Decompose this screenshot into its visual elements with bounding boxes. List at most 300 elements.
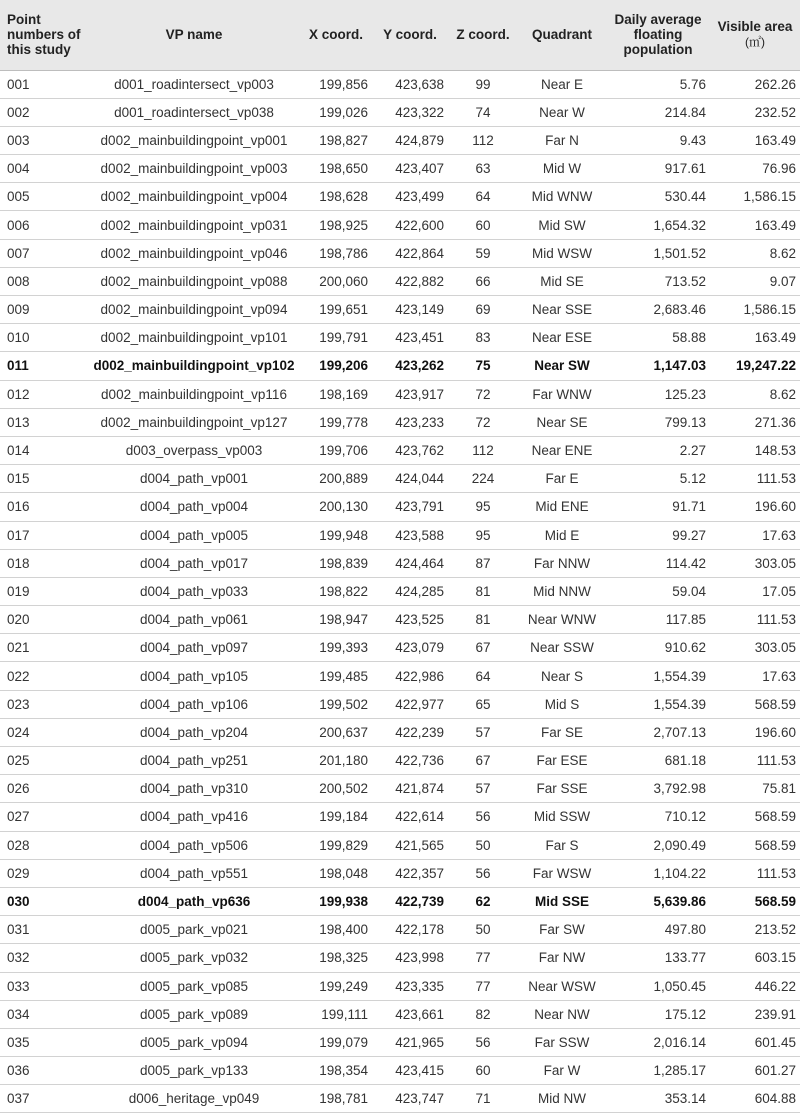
cell-point-number: 003 [0, 126, 88, 154]
table-row [0, 1085, 800, 1113]
table-row [0, 211, 800, 239]
table-row [0, 718, 800, 746]
cell-y-coord: 423,998 [372, 944, 448, 972]
cell-x-coord: 200,130 [300, 493, 372, 521]
cell-quadrant: Mid W [518, 155, 606, 183]
cell-population: 530.44 [606, 183, 710, 211]
cell-population: 2,016.14 [606, 1028, 710, 1056]
cell-vp-name: d002_mainbuildingpoint_vp003 [88, 155, 300, 183]
header-z: Z coord. [448, 0, 518, 70]
cell-y-coord: 422,986 [372, 662, 448, 690]
header-vp-name: VP name [88, 0, 300, 70]
cell-z-coord: 81 [448, 606, 518, 634]
table-header [0, 0, 800, 70]
cell-quadrant: Far W [518, 1057, 606, 1085]
cell-population: 1,554.39 [606, 662, 710, 690]
table-row [0, 126, 800, 154]
cell-point-number: 029 [0, 859, 88, 887]
table-row [0, 803, 800, 831]
cell-quadrant: Near SSW [518, 634, 606, 662]
cell-y-coord: 423,499 [372, 183, 448, 211]
cell-point-number: 002 [0, 98, 88, 126]
cell-point-number: 027 [0, 803, 88, 831]
table-row [0, 239, 800, 267]
cell-x-coord: 199,393 [300, 634, 372, 662]
cell-y-coord: 423,335 [372, 972, 448, 1000]
cell-point-number: 012 [0, 380, 88, 408]
table-row [0, 465, 800, 493]
cell-visible-area: 262.26 [710, 70, 800, 98]
table-row [0, 493, 800, 521]
cell-vp-name: d002_mainbuildingpoint_vp031 [88, 211, 300, 239]
cell-visible-area: 17.63 [710, 662, 800, 690]
cell-visible-area: 111.53 [710, 859, 800, 887]
cell-z-coord: 56 [448, 1028, 518, 1056]
cell-population: 9.43 [606, 126, 710, 154]
cell-quadrant: Mid SSW [518, 803, 606, 831]
table-row [0, 916, 800, 944]
cell-z-coord: 112 [448, 436, 518, 464]
cell-population: 799.13 [606, 408, 710, 436]
cell-point-number: 032 [0, 944, 88, 972]
cell-population: 117.85 [606, 606, 710, 634]
cell-population: 353.14 [606, 1085, 710, 1113]
cell-population: 681.18 [606, 747, 710, 775]
cell-y-coord: 423,747 [372, 1085, 448, 1113]
cell-x-coord: 198,786 [300, 239, 372, 267]
cell-population: 5.76 [606, 70, 710, 98]
table-row [0, 380, 800, 408]
cell-x-coord: 198,827 [300, 126, 372, 154]
cell-quadrant: Mid ENE [518, 493, 606, 521]
cell-point-number: 037 [0, 1085, 88, 1113]
cell-point-number: 014 [0, 436, 88, 464]
cell-y-coord: 424,879 [372, 126, 448, 154]
cell-y-coord: 422,614 [372, 803, 448, 831]
cell-population: 1,104.22 [606, 859, 710, 887]
cell-population: 1,554.39 [606, 690, 710, 718]
cell-point-number: 035 [0, 1028, 88, 1056]
cell-point-number: 007 [0, 239, 88, 267]
table-row [0, 634, 800, 662]
cell-point-number: 019 [0, 577, 88, 605]
cell-x-coord: 198,822 [300, 577, 372, 605]
cell-vp-name: d003_overpass_vp003 [88, 436, 300, 464]
cell-y-coord: 424,285 [372, 577, 448, 605]
cell-z-coord: 65 [448, 690, 518, 718]
cell-point-number: 034 [0, 1000, 88, 1028]
cell-y-coord: 423,762 [372, 436, 448, 464]
cell-visible-area: 196.60 [710, 718, 800, 746]
cell-y-coord: 423,525 [372, 606, 448, 634]
cell-z-coord: 59 [448, 239, 518, 267]
table-row [0, 606, 800, 634]
cell-point-number: 025 [0, 747, 88, 775]
cell-visible-area: 213.52 [710, 916, 800, 944]
cell-quadrant: Far N [518, 126, 606, 154]
cell-z-coord: 50 [448, 916, 518, 944]
cell-quadrant: Near E [518, 70, 606, 98]
cell-vp-name: d001_roadintersect_vp003 [88, 70, 300, 98]
cell-z-coord: 95 [448, 521, 518, 549]
table-row [0, 1057, 800, 1085]
cell-visible-area: 196.60 [710, 493, 800, 521]
cell-vp-name: d004_path_vp061 [88, 606, 300, 634]
cell-visible-area: 111.53 [710, 465, 800, 493]
cell-x-coord: 198,925 [300, 211, 372, 239]
cell-z-coord: 57 [448, 775, 518, 803]
cell-point-number: 018 [0, 549, 88, 577]
cell-point-number: 001 [0, 70, 88, 98]
cell-quadrant: Near ESE [518, 324, 606, 352]
table-row [0, 944, 800, 972]
cell-z-coord: 60 [448, 211, 518, 239]
cell-vp-name: d001_roadintersect_vp038 [88, 98, 300, 126]
cell-y-coord: 423,638 [372, 70, 448, 98]
cell-y-coord: 422,977 [372, 690, 448, 718]
cell-z-coord: 69 [448, 296, 518, 324]
cell-vp-name: d004_path_vp506 [88, 831, 300, 859]
cell-quadrant: Near S [518, 662, 606, 690]
cell-y-coord: 423,322 [372, 98, 448, 126]
cell-point-number: 004 [0, 155, 88, 183]
cell-visible-area: 163.49 [710, 324, 800, 352]
table-row [0, 775, 800, 803]
cell-quadrant: Far SW [518, 916, 606, 944]
cell-vp-name: d002_mainbuildingpoint_vp102 [88, 352, 300, 380]
table-row [0, 352, 800, 380]
cell-z-coord: 56 [448, 859, 518, 887]
header-row [0, 0, 800, 70]
cell-y-coord: 423,917 [372, 380, 448, 408]
cell-y-coord: 421,965 [372, 1028, 448, 1056]
cell-x-coord: 199,948 [300, 521, 372, 549]
cell-x-coord: 198,048 [300, 859, 372, 887]
cell-vp-name: d004_path_vp251 [88, 747, 300, 775]
cell-population: 59.04 [606, 577, 710, 605]
cell-vp-name: d004_path_vp033 [88, 577, 300, 605]
cell-y-coord: 422,178 [372, 916, 448, 944]
cell-population: 2.27 [606, 436, 710, 464]
cell-visible-area: 111.53 [710, 606, 800, 634]
table-row [0, 324, 800, 352]
cell-x-coord: 199,184 [300, 803, 372, 831]
table-row [0, 887, 800, 915]
cell-x-coord: 200,060 [300, 267, 372, 295]
cell-point-number: 023 [0, 690, 88, 718]
cell-y-coord: 423,262 [372, 352, 448, 380]
cell-population: 5.12 [606, 465, 710, 493]
cell-population: 114.42 [606, 549, 710, 577]
table-row [0, 155, 800, 183]
cell-x-coord: 201,180 [300, 747, 372, 775]
cell-visible-area: 1,586.15 [710, 296, 800, 324]
cell-point-number: 011 [0, 352, 88, 380]
cell-quadrant: Far NW [518, 944, 606, 972]
cell-y-coord: 423,415 [372, 1057, 448, 1085]
cell-visible-area: 303.05 [710, 549, 800, 577]
table-row [0, 549, 800, 577]
cell-z-coord: 62 [448, 887, 518, 915]
cell-population: 497.80 [606, 916, 710, 944]
cell-population: 2,683.46 [606, 296, 710, 324]
cell-z-coord: 72 [448, 408, 518, 436]
cell-y-coord: 423,661 [372, 1000, 448, 1028]
cell-quadrant: Mid WSW [518, 239, 606, 267]
cell-visible-area: 8.62 [710, 380, 800, 408]
cell-z-coord: 50 [448, 831, 518, 859]
cell-x-coord: 200,637 [300, 718, 372, 746]
cell-y-coord: 423,451 [372, 324, 448, 352]
cell-x-coord: 200,502 [300, 775, 372, 803]
cell-point-number: 006 [0, 211, 88, 239]
cell-x-coord: 199,206 [300, 352, 372, 380]
table-body [0, 70, 800, 1113]
cell-z-coord: 87 [448, 549, 518, 577]
cell-z-coord: 77 [448, 944, 518, 972]
cell-population: 133.77 [606, 944, 710, 972]
cell-z-coord: 63 [448, 155, 518, 183]
table-row [0, 662, 800, 690]
cell-z-coord: 66 [448, 267, 518, 295]
cell-x-coord: 198,947 [300, 606, 372, 634]
cell-z-coord: 71 [448, 1085, 518, 1113]
cell-z-coord: 56 [448, 803, 518, 831]
header-y: Y coord. [372, 0, 448, 70]
cell-vp-name: d002_mainbuildingpoint_vp001 [88, 126, 300, 154]
cell-visible-area: 9.07 [710, 267, 800, 295]
cell-vp-name: d004_path_vp416 [88, 803, 300, 831]
table-row [0, 859, 800, 887]
cell-population: 917.61 [606, 155, 710, 183]
table-row [0, 267, 800, 295]
cell-quadrant: Near SE [518, 408, 606, 436]
cell-quadrant: Near W [518, 98, 606, 126]
cell-point-number: 009 [0, 296, 88, 324]
cell-vp-name: d005_park_vp032 [88, 944, 300, 972]
cell-quadrant: Mid NNW [518, 577, 606, 605]
header-quadrant: Quadrant [518, 0, 606, 70]
cell-visible-area: 111.53 [710, 747, 800, 775]
cell-z-coord: 64 [448, 662, 518, 690]
cell-population: 713.52 [606, 267, 710, 295]
cell-population: 125.23 [606, 380, 710, 408]
cell-x-coord: 198,169 [300, 380, 372, 408]
table-row [0, 690, 800, 718]
cell-point-number: 024 [0, 718, 88, 746]
cell-population: 1,501.52 [606, 239, 710, 267]
cell-vp-name: d002_mainbuildingpoint_vp088 [88, 267, 300, 295]
cell-visible-area: 446.22 [710, 972, 800, 1000]
cell-population: 5,639.86 [606, 887, 710, 915]
cell-visible-area: 568.59 [710, 887, 800, 915]
cell-x-coord: 199,502 [300, 690, 372, 718]
cell-vp-name: d004_path_vp005 [88, 521, 300, 549]
header-visible-area [710, 0, 800, 70]
cell-y-coord: 422,736 [372, 747, 448, 775]
cell-visible-area: 76.96 [710, 155, 800, 183]
table-row [0, 183, 800, 211]
cell-population: 710.12 [606, 803, 710, 831]
cell-quadrant: Far NNW [518, 549, 606, 577]
cell-x-coord: 198,839 [300, 549, 372, 577]
cell-population: 91.71 [606, 493, 710, 521]
cell-x-coord: 199,938 [300, 887, 372, 915]
cell-z-coord: 57 [448, 718, 518, 746]
cell-z-coord: 224 [448, 465, 518, 493]
cell-vp-name: d004_path_vp105 [88, 662, 300, 690]
table-row [0, 408, 800, 436]
cell-visible-area: 148.53 [710, 436, 800, 464]
cell-x-coord: 199,079 [300, 1028, 372, 1056]
cell-point-number: 016 [0, 493, 88, 521]
cell-population: 910.62 [606, 634, 710, 662]
cell-x-coord: 198,354 [300, 1057, 372, 1085]
cell-x-coord: 198,628 [300, 183, 372, 211]
cell-vp-name: d004_path_vp004 [88, 493, 300, 521]
cell-quadrant: Mid S [518, 690, 606, 718]
cell-quadrant: Far E [518, 465, 606, 493]
cell-vp-name: d004_path_vp310 [88, 775, 300, 803]
cell-quadrant: Mid SW [518, 211, 606, 239]
cell-vp-name: d002_mainbuildingpoint_vp004 [88, 183, 300, 211]
cell-quadrant: Mid WNW [518, 183, 606, 211]
cell-population: 2,707.13 [606, 718, 710, 746]
cell-visible-area: 75.81 [710, 775, 800, 803]
cell-point-number: 015 [0, 465, 88, 493]
cell-visible-area: 19,247.22 [710, 352, 800, 380]
table-row [0, 296, 800, 324]
cell-population: 1,147.03 [606, 352, 710, 380]
table-row [0, 70, 800, 98]
cell-y-coord: 422,739 [372, 887, 448, 915]
cell-vp-name: d005_park_vp021 [88, 916, 300, 944]
cell-vp-name: d004_path_vp204 [88, 718, 300, 746]
cell-vp-name: d002_mainbuildingpoint_vp094 [88, 296, 300, 324]
cell-y-coord: 424,464 [372, 549, 448, 577]
cell-x-coord: 199,249 [300, 972, 372, 1000]
cell-quadrant: Far SE [518, 718, 606, 746]
header-x: X coord. [300, 0, 372, 70]
cell-y-coord: 423,407 [372, 155, 448, 183]
cell-quadrant: Far ESE [518, 747, 606, 775]
cell-z-coord: 60 [448, 1057, 518, 1085]
cell-visible-area: 1,586.15 [710, 183, 800, 211]
cell-visible-area: 601.45 [710, 1028, 800, 1056]
cell-y-coord: 422,357 [372, 859, 448, 887]
table-row [0, 98, 800, 126]
cell-vp-name: d005_park_vp089 [88, 1000, 300, 1028]
cell-quadrant: Far WNW [518, 380, 606, 408]
cell-quadrant: Near SW [518, 352, 606, 380]
table-row [0, 747, 800, 775]
cell-z-coord: 75 [448, 352, 518, 380]
cell-z-coord: 112 [448, 126, 518, 154]
cell-point-number: 020 [0, 606, 88, 634]
cell-point-number: 021 [0, 634, 88, 662]
cell-visible-area: 568.59 [710, 690, 800, 718]
cell-vp-name: d004_path_vp636 [88, 887, 300, 915]
cell-quadrant: Far SSE [518, 775, 606, 803]
cell-point-number: 026 [0, 775, 88, 803]
cell-point-number: 017 [0, 521, 88, 549]
header-visible-area-label: Visible area [717, 19, 793, 35]
cell-visible-area: 163.49 [710, 211, 800, 239]
cell-quadrant: Mid SSE [518, 887, 606, 915]
cell-population: 214.84 [606, 98, 710, 126]
cell-z-coord: 67 [448, 634, 518, 662]
cell-vp-name: d002_mainbuildingpoint_vp127 [88, 408, 300, 436]
cell-y-coord: 423,149 [372, 296, 448, 324]
table-row [0, 577, 800, 605]
table-row [0, 436, 800, 464]
table-row [0, 831, 800, 859]
cell-x-coord: 198,325 [300, 944, 372, 972]
cell-point-number: 030 [0, 887, 88, 915]
cell-x-coord: 198,400 [300, 916, 372, 944]
cell-z-coord: 81 [448, 577, 518, 605]
cell-point-number: 010 [0, 324, 88, 352]
table-row [0, 1028, 800, 1056]
cell-y-coord: 422,600 [372, 211, 448, 239]
cell-x-coord: 199,485 [300, 662, 372, 690]
cell-visible-area: 568.59 [710, 831, 800, 859]
cell-y-coord: 422,239 [372, 718, 448, 746]
cell-quadrant: Mid SE [518, 267, 606, 295]
cell-y-coord: 422,864 [372, 239, 448, 267]
header-population: Daily average floating population [606, 0, 710, 70]
cell-y-coord: 423,079 [372, 634, 448, 662]
cell-quadrant: Near WNW [518, 606, 606, 634]
cell-quadrant: Mid NW [518, 1085, 606, 1113]
cell-x-coord: 198,650 [300, 155, 372, 183]
cell-y-coord: 421,565 [372, 831, 448, 859]
cell-population: 58.88 [606, 324, 710, 352]
cell-quadrant: Mid E [518, 521, 606, 549]
cell-quadrant: Near SSE [518, 296, 606, 324]
cell-visible-area: 232.52 [710, 98, 800, 126]
cell-z-coord: 67 [448, 747, 518, 775]
cell-vp-name: d004_path_vp097 [88, 634, 300, 662]
cell-z-coord: 64 [448, 183, 518, 211]
cell-y-coord: 421,874 [372, 775, 448, 803]
cell-point-number: 036 [0, 1057, 88, 1085]
cell-vp-name: d002_mainbuildingpoint_vp046 [88, 239, 300, 267]
cell-visible-area: 271.36 [710, 408, 800, 436]
cell-y-coord: 422,882 [372, 267, 448, 295]
cell-x-coord: 199,856 [300, 70, 372, 98]
cell-quadrant: Near WSW [518, 972, 606, 1000]
cell-vp-name: d004_path_vp017 [88, 549, 300, 577]
cell-visible-area: 8.62 [710, 239, 800, 267]
cell-point-number: 031 [0, 916, 88, 944]
cell-vp-name: d005_park_vp133 [88, 1057, 300, 1085]
cell-y-coord: 423,588 [372, 521, 448, 549]
cell-population: 3,792.98 [606, 775, 710, 803]
cell-visible-area: 603.15 [710, 944, 800, 972]
cell-vp-name: d002_mainbuildingpoint_vp116 [88, 380, 300, 408]
cell-x-coord: 199,829 [300, 831, 372, 859]
table-row [0, 972, 800, 1000]
cell-z-coord: 82 [448, 1000, 518, 1028]
cell-population: 1,285.17 [606, 1057, 710, 1085]
cell-x-coord: 199,111 [300, 1000, 372, 1028]
cell-quadrant: Near NW [518, 1000, 606, 1028]
cell-quadrant: Near ENE [518, 436, 606, 464]
cell-visible-area: 568.59 [710, 803, 800, 831]
cell-z-coord: 83 [448, 324, 518, 352]
cell-vp-name: d005_park_vp094 [88, 1028, 300, 1056]
